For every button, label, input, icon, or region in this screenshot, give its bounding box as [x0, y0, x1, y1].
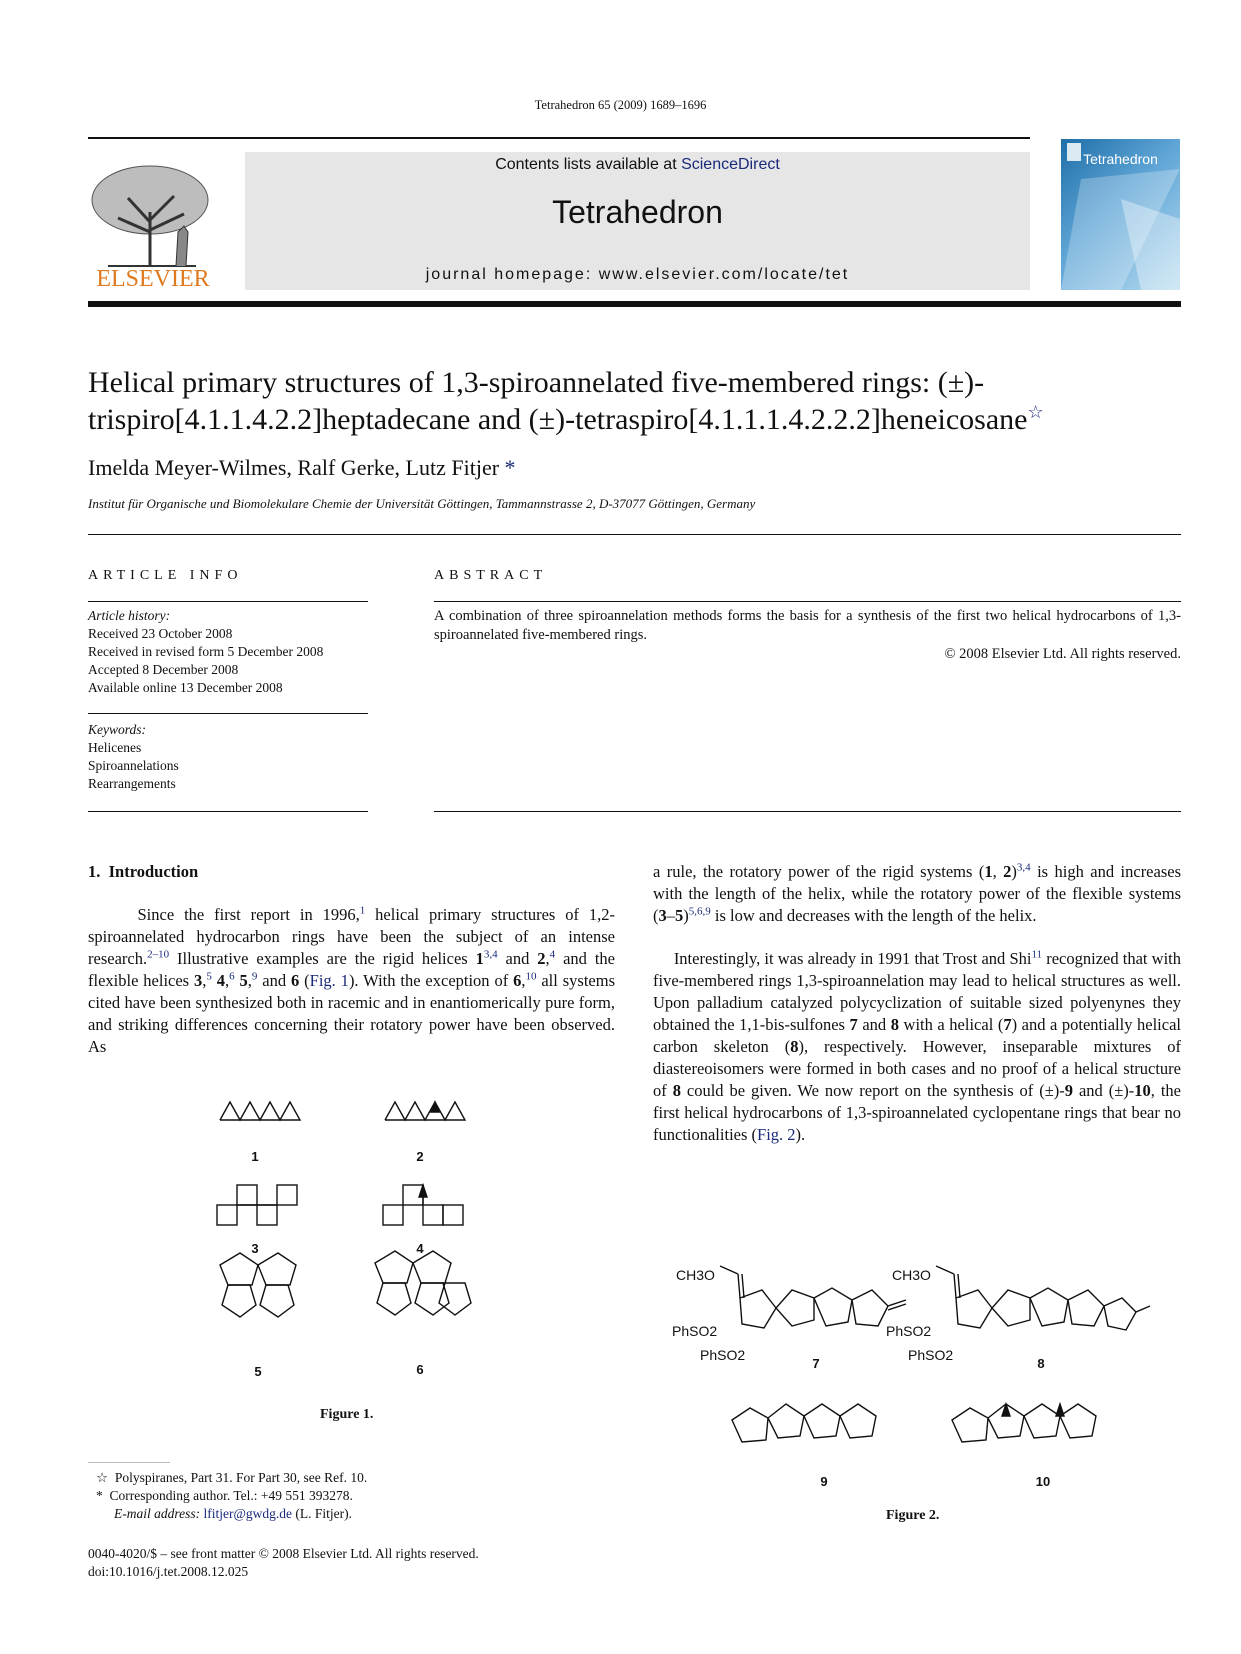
email-suffix: (L. Fitjer).	[292, 1506, 353, 1521]
label-2: 2	[416, 1149, 424, 1164]
author-list	[88, 455, 516, 481]
intro-paragraph-1-continued: a rule, the rotatory power of the rigid systems (1, 2)$^{3,4}$ is high and increases with the length of the helix, while the rotatory power of the flexible systems $(3-5)^{5,6,9}$ is low and decreases with the length of the helix.	[653, 861, 1181, 925]
keyword-item: Spiroannelations	[88, 758, 179, 773]
section-number: 1.	[88, 862, 101, 881]
history-accepted: Accepted 8 December 2008	[88, 662, 239, 677]
figure-1-caption: Figure 1.	[320, 1407, 374, 1422]
contents-prefix: Contents lists available at	[495, 156, 682, 173]
journal-cover-image	[1061, 139, 1180, 290]
abstract-rule	[434, 601, 1181, 602]
title-footnote-star[interactable]: ☆	[1027, 402, 1044, 422]
elsevier-wordmark: ELSEVIER	[96, 266, 210, 292]
footnote-corresponding	[96, 1487, 616, 1505]
authors-text: Imelda Meyer-Wilmes, Ralf Gerke, Lutz Fitjer	[88, 455, 500, 480]
structure-3	[217, 1185, 297, 1225]
phso2-label-7b: PhSO2	[700, 1347, 746, 1363]
label-6: 6	[416, 1362, 424, 1377]
label-3: 3	[251, 1241, 259, 1256]
label-5: 5	[254, 1364, 262, 1379]
keywords-label: Keywords:	[88, 722, 146, 737]
structure-1	[220, 1102, 300, 1120]
header-thick-rule	[88, 301, 1181, 307]
journal-banner	[245, 152, 1030, 290]
phso2-label-7a: PhSO2	[672, 1323, 718, 1339]
issn-line: 0040-4020/$ – see front matter © 2008 Elsevier Ltd. All rights reserved.	[88, 1546, 479, 1561]
structure-4	[383, 1185, 463, 1225]
bottom-info	[88, 1545, 648, 1581]
ch3o-label-7: CH3O	[676, 1267, 715, 1283]
section-heading	[88, 862, 198, 882]
keyword-item: Rearrangements	[88, 776, 176, 791]
doi-line[interactable]: doi:10.1016/j.tet.2008.12.025	[88, 1564, 249, 1579]
history-label: Article history:	[88, 608, 171, 623]
ch3o-label-8: CH3O	[892, 1267, 931, 1283]
cover-graphic	[1061, 139, 1180, 290]
figure-1-structures	[200, 1085, 520, 1390]
abstract-bottom-rule	[434, 811, 1181, 812]
journal-citation: Tetrahedron 65 (2009) 1689–1696	[534, 98, 707, 112]
contents-line	[245, 156, 1030, 174]
label-9: 9	[820, 1474, 828, 1489]
journal-name: Tetrahedron	[552, 194, 723, 230]
email-link[interactable]: lfitjer@gwdg.de	[203, 1506, 293, 1521]
affiliation: Institut für Organische und Biomolekulare Chemie der Universität Göttingen, Tammannstrasse 2, D-37077 Göttingen, Germany	[88, 496, 756, 511]
abstract-heading: ABSTRACT	[434, 568, 548, 583]
history-revised: Received in revised form 5 December 2008	[88, 644, 324, 659]
structure-8	[936, 1266, 1150, 1330]
keywords	[88, 721, 378, 793]
footnote-corresponding-text: Corresponding author. Tel.: +49 551 393278.	[109, 1488, 353, 1503]
footnote-rule	[88, 1462, 170, 1463]
structure-9	[732, 1404, 876, 1442]
structure-10	[952, 1404, 1096, 1442]
phso2-label-8b: PhSO2	[908, 1347, 954, 1363]
phso2-label-8a: PhSO2	[886, 1323, 932, 1339]
title-line-2: trispiro[4.1.1.4.2.2]heptadecane and (±)-tetraspiro[4.1.1.1.4.2.2.2]heneicosane	[88, 403, 1028, 436]
structure-7	[720, 1266, 906, 1328]
label-8: 8	[1037, 1356, 1045, 1371]
figure-2-caption: Figure 2.	[886, 1508, 940, 1523]
label-7: 7	[812, 1356, 820, 1371]
figure-2-structures	[672, 1250, 1140, 1500]
header-rule	[88, 137, 1030, 139]
cover-title: Tetrahedron	[1083, 151, 1158, 167]
label-10: 10	[1035, 1474, 1051, 1489]
intro-paragraph-2: Interestingly, it was already in 1991 that Trost and Shi$^{11}$ recognized that with five-membered rings 1,3-spiroannelation may lead to helical structures as well. Upon palladium catalyzed polycyclization of suitable sized polyenynes they obtained the 1,1-bis-sulfones 7 and 8 with a helical (7) and a potentially helical carbon skeleton (8), respectively. However, inseparable mixtures of diastereoisomers were formed in both cases and no proof of a helical structure of 8 could be given. We now report on the synthesis of (±)-9 and (±)-10, the first helical hydrocarbons of 1,3-spiroannelated cyclopentane rings that bear no functionalities (Fig. 2).	[653, 948, 1181, 1144]
title-line-1: Helical primary structures of 1,3-spiroannelated five-membered rings: (±)-	[88, 366, 985, 399]
history-received: Received 23 October 2008	[88, 626, 233, 641]
footnote-title-star	[96, 1469, 616, 1487]
abstract-text: A combination of three spiroannelation methods forms the basis for a synthesis of the first two helical hydrocarbons of 1,3-spiroannelated five-membered rings.	[434, 608, 1181, 643]
label-4: 4	[416, 1241, 424, 1256]
structure-2	[385, 1102, 465, 1120]
article-history	[88, 607, 378, 697]
sciencedirect-link[interactable]: ScienceDirect	[681, 156, 780, 173]
keywords-rule	[88, 713, 368, 714]
corresponding-author-mark[interactable]: *	[504, 455, 516, 480]
footnote-email	[96, 1505, 616, 1523]
article-info-rule	[88, 601, 368, 602]
structure-5	[220, 1253, 296, 1317]
journal-homepage[interactable]: journal homepage: www.elsevier.com/locate/tet	[425, 266, 850, 283]
abstract-copyright: © 2008 Elsevier Ltd. All rights reserved.	[944, 646, 1181, 662]
footnote-asterisk-mark: *	[96, 1488, 103, 1503]
footnote-star-mark: ☆	[96, 1470, 109, 1485]
section-title: Introduction	[108, 862, 199, 881]
intro-paragraph-1: Since the first report in 1996,$^1$ helical primary structures of 1,2-spiroannelated hydrocarbon rings have been the subject of an intense research.$^{2-10}$ Illustrative examples are the rigid helices 1$^{3,4}$ and 2,$^4$ and the flexible helices 3,$^5$ 4,$^6$ 5,$^9$ and 6 (Fig. 1). With the exception of 6,10 all systems cited have been synthesized both in racemic and in enantiomerically pure form, and striking differences concerning their rotatory power have been observed. As	[88, 904, 615, 1056]
footnote-star-text: Polyspiranes, Part 31. For Part 30, see Ref. 10.	[114, 1470, 368, 1485]
label-1: 1	[251, 1149, 259, 1164]
footnotes	[96, 1469, 616, 1523]
article-info-bottom-rule	[88, 811, 368, 812]
keyword-item: Helicenes	[88, 740, 142, 755]
article-title	[88, 364, 1181, 438]
structure-6	[375, 1251, 471, 1315]
article-info-heading: ARTICLE INFO	[88, 568, 243, 583]
history-online: Available online 13 December 2008	[88, 680, 283, 695]
title-bottom-rule	[88, 534, 1181, 535]
email-label: E-mail address:	[114, 1506, 204, 1521]
